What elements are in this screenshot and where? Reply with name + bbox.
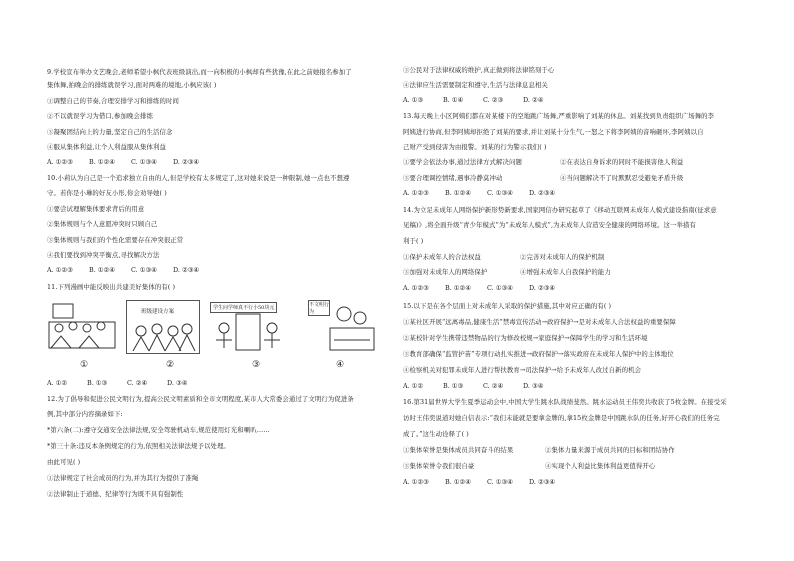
q10-option-a[interactable]: A. ①②③	[47, 266, 73, 274]
q15-item-4: ④检察机关对犯罪未成年人进行帮扶教育→司法保护→给予未成年人改过自新的机会	[403, 366, 642, 374]
q9-item-2: ②不以就误学习为借口,参加晚会排练	[47, 112, 153, 120]
comic-label-4: ④	[336, 360, 345, 370]
q12-line-3: *第六条(二):遵守交通安全法律法规,安全驾驶机动车,规范使用灯光和喇叭……	[47, 426, 270, 434]
q13-item-3: ③要合理调控情绪,遇事冷静莫冲动	[403, 174, 503, 182]
q10-option-b[interactable]: B. ①②④	[89, 266, 115, 274]
q9-options	[47, 158, 199, 166]
q14-line-1: 14.为立足未成年人网络保护新形势新要求,国家网信办研究起草了《移动互联网未成年人模式建设指南(征求意	[403, 206, 717, 214]
q13-option-b[interactable]: B. ①②④	[445, 189, 471, 197]
q9-option-a[interactable]: A. ①②③	[47, 158, 73, 166]
q13-option-c[interactable]: C. ①③④	[487, 189, 513, 197]
q16-item-2: ②集体力量来源于成员共同的目标和团结协作	[545, 446, 675, 454]
comic-3	[206, 300, 296, 352]
q16-option-a[interactable]: A. ①②③	[403, 478, 429, 486]
q10-item-1: ①要尝试理解集体要求背后的用意	[47, 205, 145, 213]
q14-item-2: ②完善对未成年人的保护机制	[520, 253, 605, 261]
q14-item-1: ①保护未成年人的合法权益	[403, 253, 481, 261]
q11-option-d[interactable]: D. ③④	[167, 379, 188, 387]
q10-option-c[interactable]: C. ①③④	[131, 266, 157, 274]
q11-option-a[interactable]: A. ①②	[47, 379, 68, 387]
q12-item-1: ①法律规定了社会成员的行为,并为其行为提供了准绳	[47, 474, 199, 482]
q16-item-3: ③集体荣誉令我们很自豪	[403, 462, 475, 470]
r-top-option-d[interactable]: D. ②④	[523, 96, 544, 104]
comic-4	[304, 300, 380, 352]
q15-option-a[interactable]: A. ①②	[403, 382, 424, 390]
q15-stem: 15.以下是在各个层面上对未成年人采取的保护措施,其中对应正确的有( )	[403, 302, 612, 310]
q10-line-1: 10.小莉认为自己是一个追求独立自由的人,但是学校有太多规定了,这对她来说是一种限制,她一点也不想遵	[47, 174, 350, 182]
q12-line-2: 例,其中部分内容摘录如下:	[47, 410, 123, 418]
q10-item-3: ③集体规则与我们的个性化需要存在冲突很正常	[47, 236, 184, 244]
q13-line-2: 阿姨进行协商,但李阿姨却拒绝了刘某的要求,并让刘某十分生气,一怒之下将李阿姨的音响砸坏,李阿姨以自	[403, 128, 704, 136]
q13-item-2: ②在表达自身诉求的同时不能损害他人利益	[560, 158, 684, 166]
q12-item-2: ②法律制止于道德、纪律等行为既不具有强制性	[47, 490, 184, 498]
q14-line-2: 见稿)》,将全面升级“青少年模式”为“未成年人模式”,为未成年人营造安全健康的网络环境。这一举措有	[403, 221, 696, 229]
q13-option-d[interactable]: D. ②③④	[529, 189, 556, 197]
q14-options	[403, 284, 555, 292]
q9-line-2: 集体舞,拍晚会的排练就误学习,面对两难的境地,小枫应该( )	[47, 81, 217, 89]
q9-option-b[interactable]: B. ①②④	[89, 158, 115, 166]
q9-item-4: ④服从集体利益,让个人利益服从集体利益	[47, 143, 166, 151]
q14-option-b[interactable]: B. ①②④	[445, 284, 471, 292]
q13-line-3: 己财产受到侵害为由报警。刘某的行为警示我们( )	[403, 143, 547, 151]
q10-item-2: ②集体规则与个人意愿冲突时只顾自己	[47, 220, 158, 228]
q13-options	[403, 189, 555, 197]
r-item-3: ③公民对于法律权威的维护,真正做到将法律铭刻于心	[403, 66, 555, 74]
q15-options	[403, 382, 549, 390]
comic-2	[126, 300, 200, 354]
q11-option-b[interactable]: B. ①③	[87, 379, 108, 387]
r-top-options	[403, 96, 549, 104]
q11-stem: 11.下列漫画中能反映出共建美好集体的有( )	[47, 283, 176, 291]
q16-item-1: ①集体荣誉是集体成员共同奋斗的结果	[403, 446, 514, 454]
q15-item-3: ③教育部确保“监管护苗”专项行动扎实推进→政府保护→落实政府在未成年人保护中的主体地位	[403, 350, 674, 358]
q16-option-d[interactable]: D. ②③④	[529, 478, 556, 486]
q15-option-b[interactable]: B. ①③	[443, 382, 464, 390]
q16-line-2: 访时王伟奕说道对她自信表示:“我们未能就是要拿金牌的,拿15枚金牌是中国跳水队的任务,好开心我们的任务完	[403, 414, 720, 422]
q14-option-a[interactable]: A. ①②③	[403, 284, 429, 292]
q14-item-3: ③加强对未成年人的网络保护	[403, 268, 488, 276]
q9-option-d[interactable]: D. ②③④	[173, 158, 200, 166]
q9-line-1: 9.学校宣布举办文艺晚会,老师希望小枫代表班级演出,而一向积极的小枫却有些犹豫,在此之前她报名参加了	[47, 68, 352, 76]
q14-item-4: ④增强未成年人自我保护的能力	[520, 268, 611, 276]
q10-line-2: 守。若你是小琳的好友小彤,你会劝导她( )	[47, 189, 167, 197]
q13-option-a[interactable]: A. ①②③	[403, 189, 429, 197]
q14-option-c[interactable]: C. ①③④	[487, 284, 513, 292]
q11-options	[47, 379, 193, 387]
r-top-option-c[interactable]: C. ②③	[483, 96, 504, 104]
q16-option-c[interactable]: C. ①③④	[487, 478, 513, 486]
comic-label-1: ①	[80, 360, 89, 370]
r-item-4: ④法律应生活需要制定和遵守,生活与法律息息相关	[403, 81, 548, 89]
comic-4-caption: 不文明行为	[309, 302, 330, 315]
comic-label-3: ③	[252, 360, 261, 370]
q10-options	[47, 266, 199, 274]
q14-option-d[interactable]: D. ②③④	[529, 284, 556, 292]
r-top-option-b[interactable]: B. ①④	[443, 96, 464, 104]
q16-item-4: ④实现个人利益比集体利益更值得开心	[545, 462, 656, 470]
comic-label-2: ②	[166, 360, 175, 370]
q13-line-1: 13.每天晚上小区阿姨们都在对某楼下的空地跳广场舞,严重影响了刘某的休息。刘某找到负责组织广场舞的李	[403, 112, 715, 120]
comic-2-caption: 班级建设方案	[141, 309, 175, 315]
q13-item-4: ④当问题解决不了时默默忍受避免矛盾升级	[560, 174, 684, 182]
comic-3-caption: 学生问学师真不行小50块元	[210, 302, 277, 313]
q13-item-1: ①要学会依法办事,通过法律方式解决问题	[403, 158, 522, 166]
q16-option-b[interactable]: B. ①②④	[445, 478, 471, 486]
q12-line-5: 由此可见( )	[47, 458, 81, 466]
q16-line-1: 16.第31届世界大学生夏季运动会中,中国大学生跳水队战绩斐然。跳水运动员王伟奕共收获了5枚金牌。在接受采	[403, 398, 727, 406]
q16-options	[403, 478, 555, 486]
q12-line-1: 12.为了倡导和促进公民文明行为,提高公民文明素质和全市文明程度,某市人大常委会通过了文明行为促进条	[47, 395, 354, 403]
q16-line-3: 成了。”这生动诠释了( )	[403, 430, 469, 438]
comic-1	[47, 300, 119, 352]
q10-item-4: ④我们要找到冲突平衡点,寻找解决方法	[47, 251, 160, 259]
q15-option-d[interactable]: D. ③④	[523, 382, 544, 390]
q15-item-2: ②某校针对学生携带违禁物品的行为修改校规→家庭保护→保障学生的学习和生活环境	[403, 334, 648, 342]
q9-item-3: ③凝聚团结向上的力量,坚定自己的生活信念	[47, 128, 173, 136]
q9-item-1: ①调整自己的节奏,合理安排学习和排练的时间	[47, 97, 179, 105]
q9-option-c[interactable]: C. ①③④	[131, 158, 157, 166]
q10-option-d[interactable]: D. ②③④	[173, 266, 200, 274]
q15-item-1: ①某社区开展“远离毒品,健康生活”禁毒宣传活动→政府保护→是对未成年人合法权益的重要保障	[403, 318, 676, 326]
q11-option-c[interactable]: C. ②④	[127, 379, 148, 387]
r-top-option-a[interactable]: A. ①③	[403, 96, 424, 104]
q14-line-3: 利于( )	[403, 237, 424, 245]
q12-line-4: *第三十条:违反本条例规定的行为,依照相关法律法规予以处理。	[47, 442, 230, 450]
q15-option-c[interactable]: C. ②④	[483, 382, 504, 390]
